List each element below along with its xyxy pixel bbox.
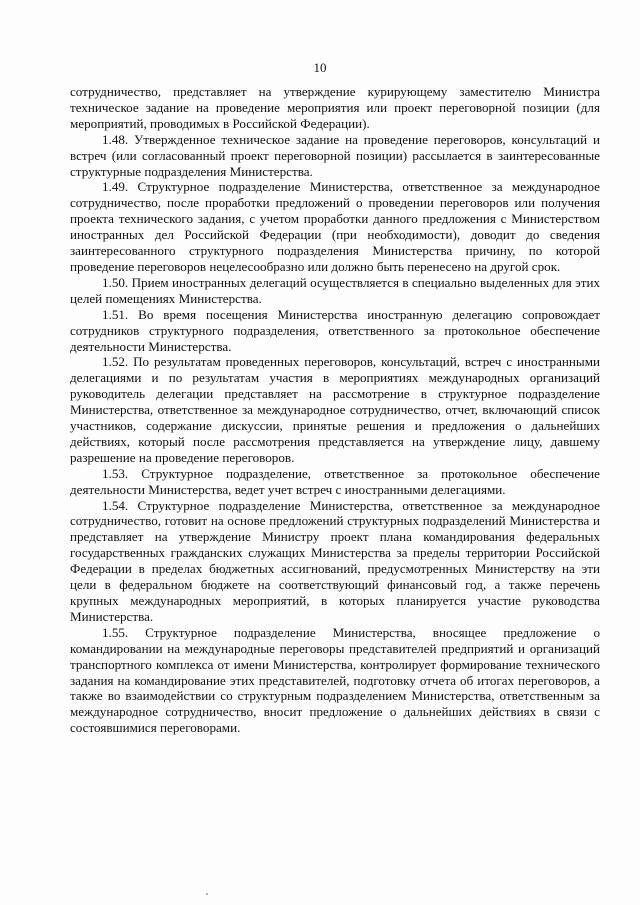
page-number: 10: [313, 60, 327, 75]
paragraph-continuation: сотрудничество, представляет на утверждение курирующему заместителю Министра техническое задание на проведение мероприятия или проект переговорной позиции (для мероприятий, проводимых в Российской Федерации).: [70, 84, 600, 131]
paragraph-1-54: 1.54. Структурное подразделение Министерства, ответственное за международное сотрудничество, готовит на основе предложений структурных подразделений Министерства и представляет на утверждение Министру проект плана командирования федеральных государственных гражданских служащих Министерства за пределы территории Российской Федерации в пределах бюджетных ассигнований, предусмотренных Министерству на эти цели в федеральном бюджете на соответствующий финансовый год, а также перечень крупных международных мероприятий, в которых планируется участие руководства Министерства.: [70, 497, 600, 624]
paragraph-1-49: 1.49. Структурное подразделение Министерства, ответственное за международное сотрудничество, после проработки предложений о проведении переговоров или получения проекта технического задания, с учетом проработки данного предложения с Министерством иностранных дел Российской Федерации (при необходимости), доводит до сведения заинтересованного структурного подразделения Министерства причину, по которой проведение переговоров нецелесообразно или должно быть перенесено на другой срок.: [70, 179, 600, 274]
paragraph-1-51: 1.51. Во время посещения Министерства иностранную делегацию сопровождает сотрудников структурного подразделения, ответственного за протокольное обеспечение деятельности Министерства.: [70, 306, 600, 354]
paragraph-1-48: 1.48. Утвержденное техническое задание на проведение переговоров, консультаций и встреч (или согласованный проект переговорной позиции) рассылается в заинтересованные структурные подразделения Министерства.: [70, 131, 600, 179]
scan-artifact-dot: [206, 893, 208, 895]
paragraph-1-53: 1.53. Структурное подразделение, ответственное за протокольное обеспечение деятельности Министерства, ведет учет встреч с иностранными делегациями.: [70, 465, 600, 497]
document-body: [70, 84, 600, 736]
paragraph-1-50: 1.50. Прием иностранных делегаций осуществляется в специально выделенных для этих целей помещениях Министерства.: [70, 274, 600, 306]
paragraph-1-52: 1.52. По результатам проведенных переговоров, консультаций, встреч с иностранными делегациями и по результатам участия в мероприятиях международных организаций руководитель делегации представляет на рассмотрение в структурное подразделение Министерства, ответственное за международное сотрудничество, отчет, включающий список участников, содержание дискуссии, принятые решения и предложения о дальнейших действиях, который после рассмотрения представляется на утверждение лицу, давшему разрешение на проведение переговоров.: [70, 354, 600, 465]
paragraph-1-55: 1.55. Структурное подразделение Министерства, вносящее предложение о командировании на международные переговоры представителей предприятий и организаций транспортного комплекса от имени Министерства, контролирует формирование технического задания на командирование этих представителей, подготовку отчета об итогах переговоров, а также во взаимодействии со структурным подразделением Министерства, ответственным за международное сотрудничество, вносит предложение о дальнейших действиях в связи с состоявшимися переговорами.: [70, 624, 600, 736]
